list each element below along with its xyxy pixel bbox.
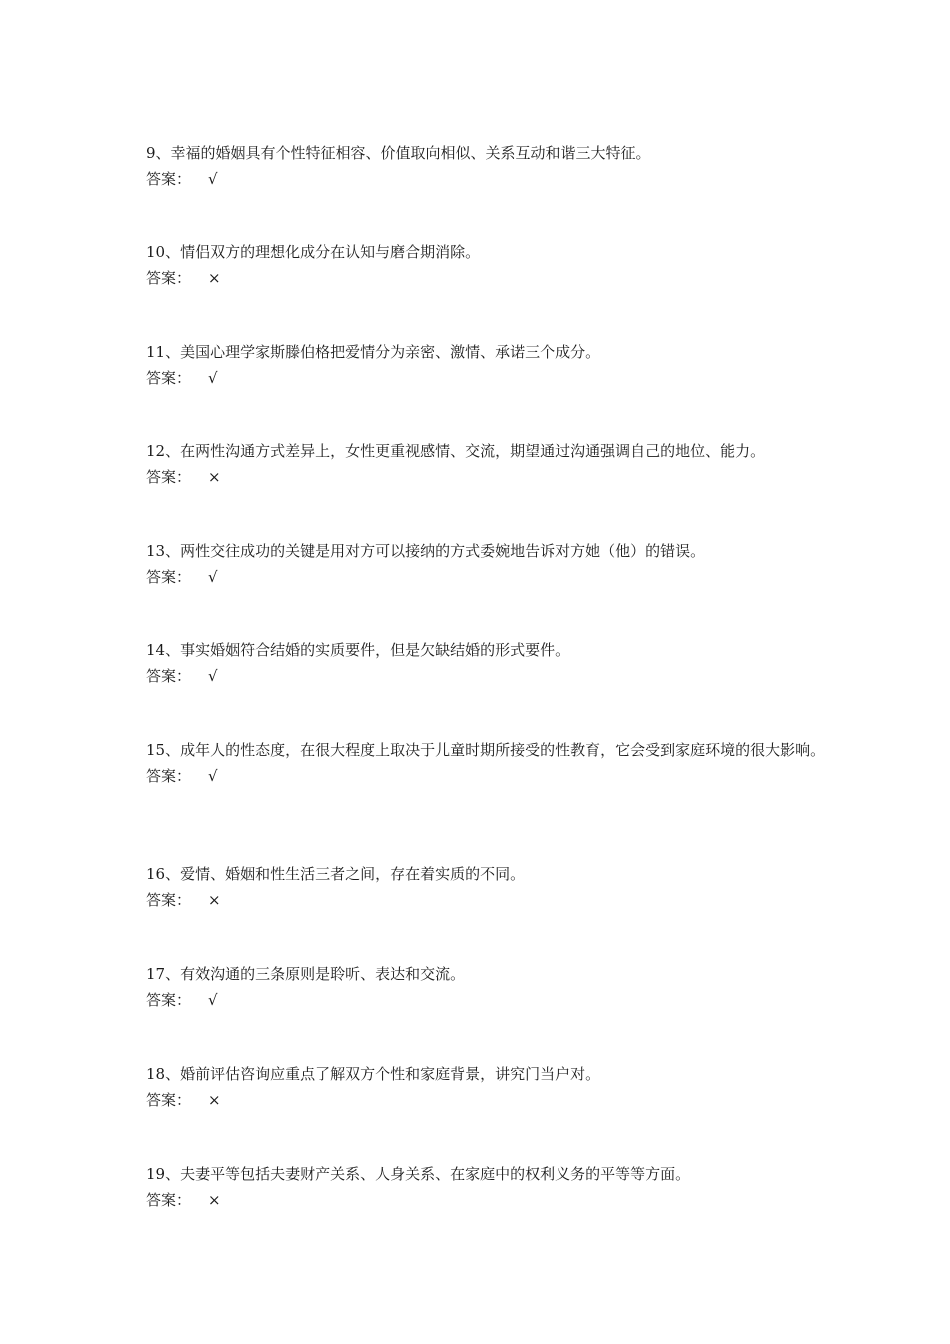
- question-text: 18、婚前评估咨询应重点了解双方个性和家庭背景，讲究门当户对。: [146, 1065, 601, 1083]
- question-item-12: [146, 439, 826, 489]
- answer-line: [146, 465, 826, 489]
- answer-mark: √: [208, 767, 218, 785]
- question-text: 9、幸福的婚姻具有个性特征相容、价值取向相似、关系互动和谐三大特征。: [146, 144, 651, 162]
- question-text: 10、情侣双方的理想化成分在认知与磨合期消除。: [146, 243, 481, 261]
- question-text: 16、爱情、婚姻和性生活三者之间，存在着实质的不同。: [146, 865, 526, 883]
- answer-line: [146, 565, 826, 589]
- answer-label: 答案：: [146, 991, 192, 1009]
- question-text: 17、有效沟通的三条原则是聆听、表达和交流。: [146, 965, 466, 983]
- question-item-15: [146, 738, 826, 788]
- answer-mark: ×: [208, 269, 221, 287]
- question-text: 12、在两性沟通方式差异上，女性更重视感情、交流，期望通过沟通强调自己的地位、能力。: [146, 442, 766, 460]
- answer-mark: ×: [208, 468, 221, 486]
- answer-mark: ×: [208, 1191, 221, 1209]
- question-text: 13、两性交往成功的关键是用对方可以接纳的方式委婉地告诉对方她（他）的错误。: [146, 542, 706, 560]
- answer-label: 答案：: [146, 170, 192, 188]
- answer-line: [146, 988, 826, 1012]
- answer-mark: √: [208, 991, 218, 1009]
- question-item-17: [146, 962, 826, 1012]
- answer-mark: ×: [208, 1091, 221, 1109]
- answer-label: 答案：: [146, 269, 192, 287]
- answer-mark: √: [208, 369, 218, 387]
- answer-line: [146, 366, 826, 390]
- answer-label: 答案：: [146, 568, 192, 586]
- answer-line: [146, 167, 826, 191]
- answer-line: [146, 764, 826, 788]
- question-item-14: [146, 638, 826, 688]
- question-item-9: [146, 141, 826, 191]
- question-item-16: [146, 862, 826, 912]
- question-item-19: [146, 1162, 826, 1212]
- answer-label: 答案：: [146, 1191, 192, 1209]
- answer-label: 答案：: [146, 667, 192, 685]
- answer-line: [146, 888, 826, 912]
- answer-label: 答案：: [146, 891, 192, 909]
- answer-label: 答案：: [146, 1091, 192, 1109]
- question-item-18: [146, 1062, 826, 1112]
- answer-line: [146, 1088, 826, 1112]
- question-item-11: [146, 340, 826, 390]
- question-text: 11、美国心理学家斯滕伯格把爱情分为亲密、激情、承诺三个成分。: [146, 343, 601, 361]
- question-text: 19、夫妻平等包括夫妻财产关系、人身关系、在家庭中的权利义务的平等等方面。: [146, 1165, 691, 1183]
- answer-label: 答案：: [146, 369, 192, 387]
- answer-label: 答案：: [146, 767, 192, 785]
- answer-mark: √: [208, 667, 218, 685]
- answer-line: [146, 266, 826, 290]
- answer-line: [146, 664, 826, 688]
- answer-mark: √: [208, 568, 218, 586]
- answer-mark: ×: [208, 891, 221, 909]
- question-text: 15、成年人的性态度，在很大程度上取决于儿童时期所接受的性教育，它会受到家庭环境的很大影响。: [146, 741, 826, 759]
- answer-line: [146, 1188, 826, 1212]
- question-text: 14、事实婚姻符合结婚的实质要件，但是欠缺结婚的形式要件。: [146, 641, 571, 659]
- answer-label: 答案：: [146, 468, 192, 486]
- question-item-10: [146, 240, 826, 290]
- question-item-13: [146, 539, 826, 589]
- answer-mark: √: [208, 170, 218, 188]
